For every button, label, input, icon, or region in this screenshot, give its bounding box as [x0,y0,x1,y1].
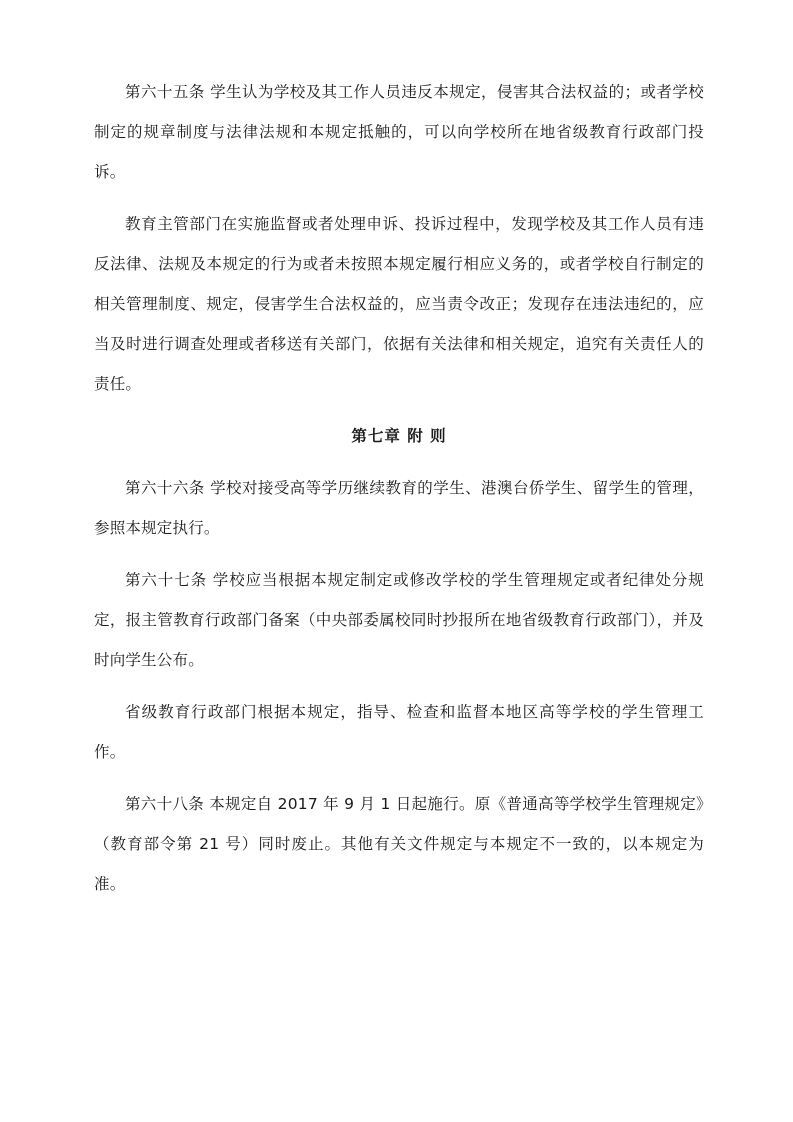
provincial-paragraph: 省级教育行政部门根据本规定，指导、检查和监督本地区高等学校的学生管理工作。 [94,703,704,761]
article-66: 第六十六条 学校对接受高等学历继续教育的学生、港澳台侨学生、留学生的管理，参照本规定执行。 [94,479,704,537]
article-68: 第六十八条 本规定自 2017 年 9 月 1 日起施行。原《普通高等学校学生管理规定》（教育部令第 21 号）同时废止。其他有关文件规定与本规定不一致的，以本规定为准。 [94,795,704,893]
supervision-paragraph: 教育主管部门在实施监督或者处理申诉、投诉过程中，发现学校及其工作人员有违反法律、法规及本规定的行为或者未按照本规定履行相应义务的，或者学校自行制定的相关管理制度、规定，侵害学生合法权益的，应当责令改正；发现存在违法违纪的，应当及时进行调查处理或者移送有关部门，依据有关法律和相关规定，追究有关责任人的责任。 [94,215,704,393]
article-65: 第六十五条 学生认为学校及其工作人员违反本规定，侵害其合法权益的；或者学校制定的规章制度与法律法规和本规定抵触的，可以向学校所在地省级教育行政部门投诉。 [94,83,704,181]
document-page [94,72,704,916]
article-67: 第六十七条 学校应当根据本规定制定或修改学校的学生管理规定或者纪律处分规定，报主管教育行政部门备案（中央部委属校同时抄报所在地省级教育行政部门），并及时向学生公布。 [94,571,704,669]
chapter-title: 第七章 附 则 [351,427,447,445]
